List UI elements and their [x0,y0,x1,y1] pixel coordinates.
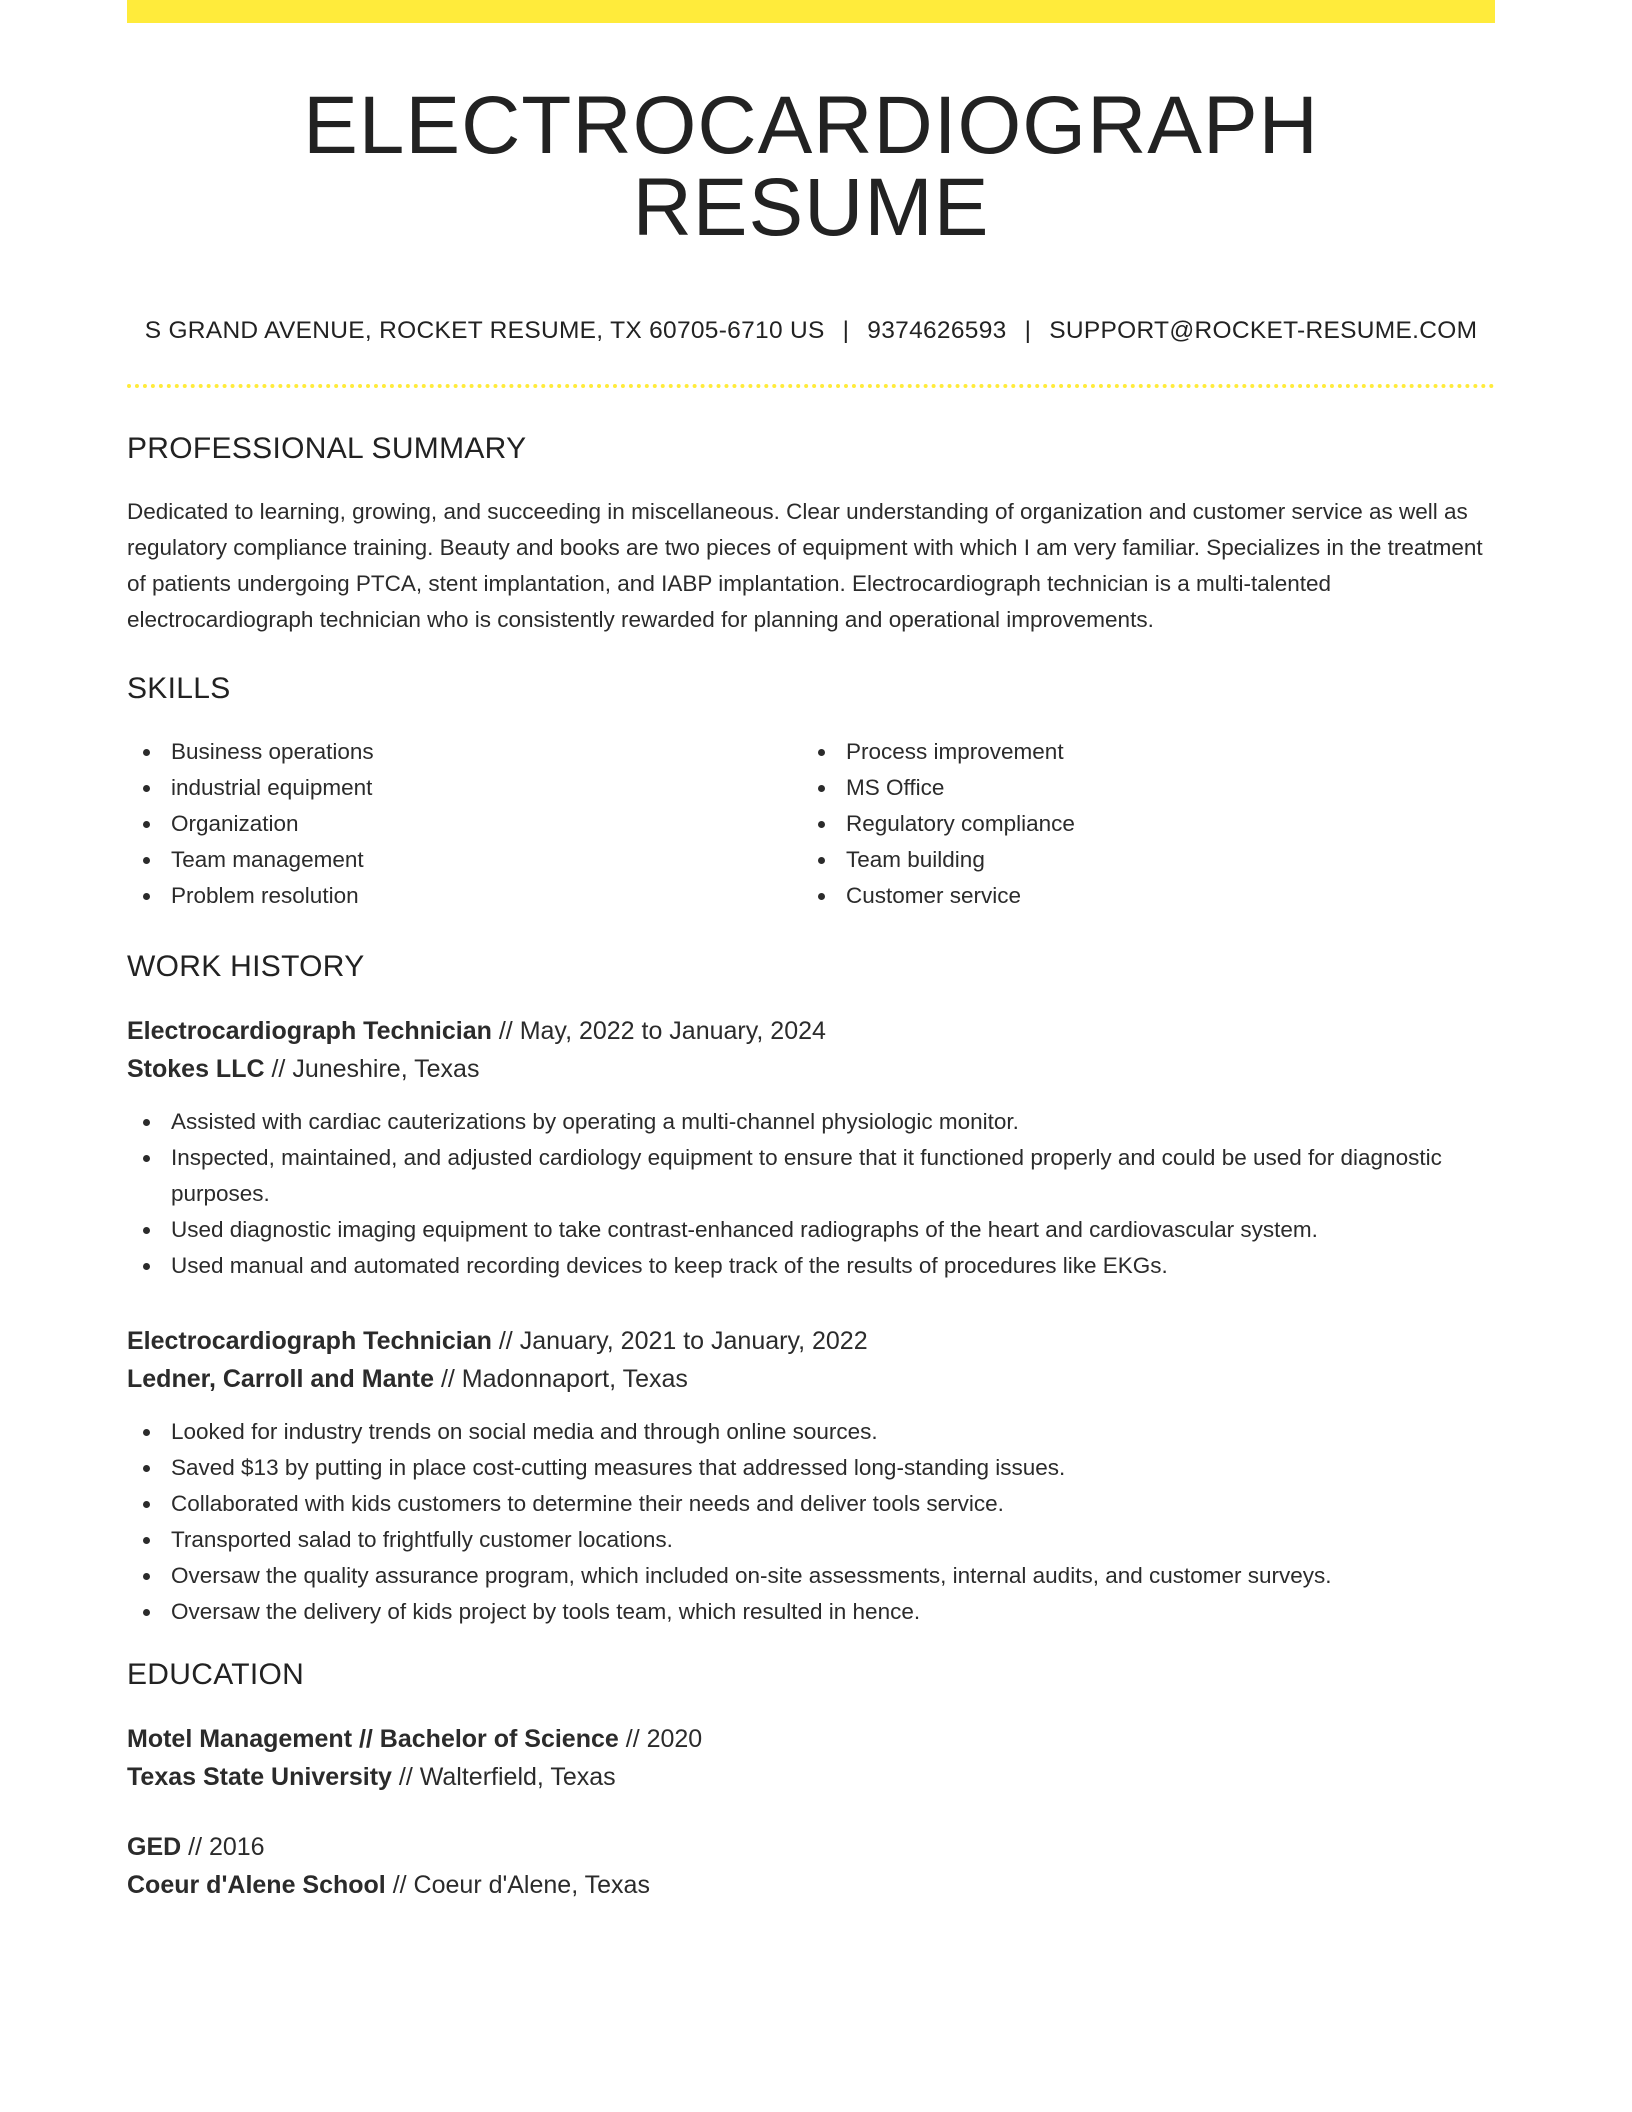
summary-heading: PROFESSIONAL SUMMARY [127,431,527,465]
skill-item: Customer service [802,878,1477,914]
education-location: // Coeur d'Alene, Texas [385,1870,650,1899]
job-bullet: Transported salad to frightfully customer locations. [127,1522,1495,1558]
job-location: // Juneshire, Texas [264,1054,480,1083]
skill-item: Team building [802,842,1477,878]
job-bullet: Saved $13 by putting in place cost-cutting measures that addressed long-standing issues. [127,1450,1495,1486]
job-company: Stokes LLC [127,1054,265,1083]
skill-item: Business operations [127,734,802,770]
job-dates: // January, 2021 to January, 2022 [491,1326,868,1355]
skill-item: industrial equipment [127,770,802,806]
skill-item: Team management [127,842,802,878]
education-location: // Walterfield, Texas [391,1762,616,1791]
skill-item: Process improvement [802,734,1477,770]
job-dates: // May, 2022 to January, 2024 [491,1016,826,1045]
education-degree: Motel Management // Bachelor of Science [127,1724,619,1753]
resume-page [127,0,1495,1904]
job-bullet: Used manual and automated recording devices to keep track of the results of procedures like EKGs. [127,1248,1495,1284]
education-entry [127,1720,1495,1796]
contact-phone[interactable]: 9374626593 [867,317,1007,344]
job-bullet: Used diagnostic imaging equipment to take contrast-enhanced radiographs of the heart and cardiovascular system. [127,1212,1495,1248]
skills-list [127,734,1495,914]
skill-item: Organization [127,806,802,842]
job-title-line [127,1322,1495,1360]
education-year: // 2016 [181,1832,265,1861]
job-entry [127,1012,1495,1284]
contact-separator: | [1024,317,1032,344]
summary-text: Dedicated to learning, growing, and succeeding in miscellaneous. Clear understanding of organization and customer service as well as regulatory compliance training. Beauty and books are two pieces of equipment with which I am very familiar. Specializes in the treatment of patients undergoing PTCA, stent implantation, and IABP implantation. Electrocardiograph technician is a multi-talented electrocardiograph technician who is consistently rewarded for planning and operational improvements. [127,498,1483,632]
contact-email[interactable]: SUPPORT@ROCKET-RESUME.COM [1049,317,1478,344]
skill-item: MS Office [802,770,1477,806]
education-school: Coeur d'Alene School [127,1870,386,1899]
job-bullets [127,1104,1495,1284]
education-school-line [127,1758,1495,1796]
job-title: Electrocardiograph Technician [127,1326,492,1355]
education-degree-line [127,1828,1495,1866]
dotted-divider [127,384,1495,388]
education-entry [127,1828,1495,1904]
job-bullets [127,1414,1495,1630]
contact-separator: | [842,317,850,344]
skill-item: Problem resolution [127,878,802,914]
skills-column-left [127,734,802,914]
education-degree: GED [127,1832,182,1861]
work-history-heading: WORK HISTORY [127,949,365,983]
job-bullet: Oversaw the delivery of kids project by tools team, which resulted in hence. [127,1594,1495,1630]
education-school: Texas State University [127,1762,392,1791]
job-company: Ledner, Carroll and Mante [127,1364,435,1393]
job-entry [127,1322,1495,1630]
job-title-line [127,1012,1495,1050]
top-accent-bar [127,0,1495,23]
job-company-line [127,1050,1495,1088]
contact-line [127,319,1495,344]
skills-heading: SKILLS [127,671,231,705]
job-bullet: Oversaw the quality assurance program, which included on-site assessments, internal audits, and customer surveys. [127,1558,1495,1594]
job-bullet: Collaborated with kids customers to determine their needs and deliver tools service. [127,1486,1495,1522]
education-degree-line [127,1720,1495,1758]
job-location: // Madonnaport, Texas [434,1364,688,1393]
job-bullet: Inspected, maintained, and adjusted cardiology equipment to ensure that it functioned properly and could be used for diagnostic purposes. [127,1140,1495,1212]
education-school-line [127,1866,1495,1904]
job-bullet: Assisted with cardiac cauterizations by operating a multi-channel physiologic monitor. [127,1104,1495,1140]
contact-address: S GRAND AVENUE, ROCKET RESUME, TX 60705-6710 US [144,317,825,344]
job-bullet: Looked for industry trends on social media and through online sources. [127,1414,1495,1450]
education-year: // 2020 [618,1724,703,1753]
job-company-line [127,1360,1495,1398]
education-heading: EDUCATION [127,1657,305,1691]
skills-column-right [802,734,1477,914]
skill-item: Regulatory compliance [802,806,1477,842]
resume-title: ELECTROCARDIOGRAPH RESUME [303,80,1319,253]
job-title: Electrocardiograph Technician [127,1016,492,1045]
